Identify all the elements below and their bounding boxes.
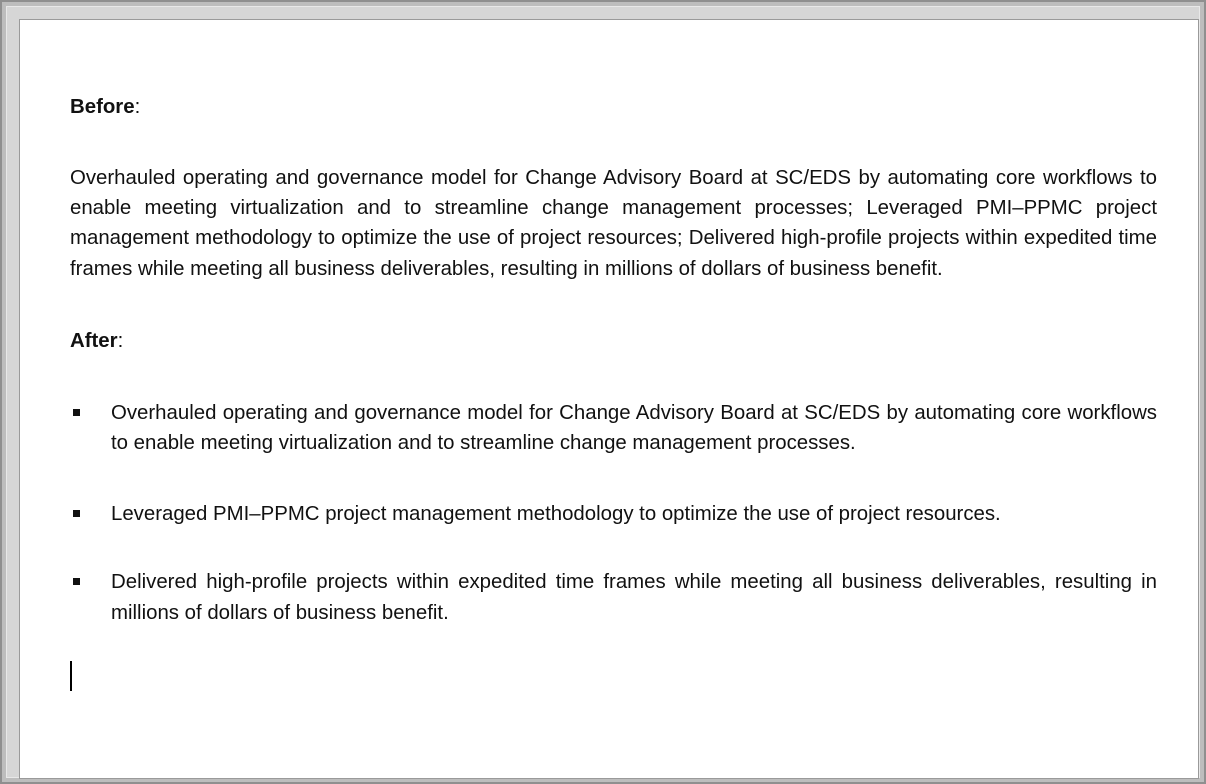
document-body[interactable] — [70, 92, 1157, 628]
after-bullet-list — [70, 398, 1157, 628]
square-bullet-icon — [73, 409, 80, 416]
before-paragraph: Overhauled operating and governance model for Change Advisory Board at SC/EDS by automating core workflows to enable meeting virtualization and to streamline change management processes; Leveraged PMI–PPMC project management methodology to optimize the use of project resources; Delivered high-profile projects within expedited time frames while meeting all business deliverables, resulting in millions of dollars of business benefit. — [70, 167, 1157, 280]
after-heading-colon: : — [117, 329, 124, 352]
square-bullet-icon — [73, 578, 80, 585]
after-bullet-text: Overhauled operating and governance model for Change Advisory Board at SC/EDS by automating core workflows to enable meeting virtualization and to streamline change management processes. — [111, 401, 1157, 455]
before-heading — [70, 92, 1157, 122]
square-bullet-icon — [73, 510, 80, 517]
before-heading-label: Before — [70, 96, 135, 118]
after-bullet-text: Delivered high-profile projects within expedited time frames while meeting all business deliverables, resulting in millions of dollars of business benefit. — [111, 571, 1157, 624]
before-heading-colon: : — [134, 96, 141, 118]
after-bullet-item — [70, 499, 1157, 529]
after-bullet-item — [70, 398, 1157, 458]
after-bullet-item — [70, 567, 1157, 627]
frame-bevel — [6, 6, 1200, 778]
document-page[interactable] — [19, 19, 1199, 779]
after-heading-label: After — [70, 329, 118, 352]
text-cursor — [70, 661, 72, 691]
after-heading — [70, 326, 1157, 356]
after-bullet-text: Leveraged PMI–PPMC project management methodology to optimize the use of project resources. — [111, 503, 1001, 526]
